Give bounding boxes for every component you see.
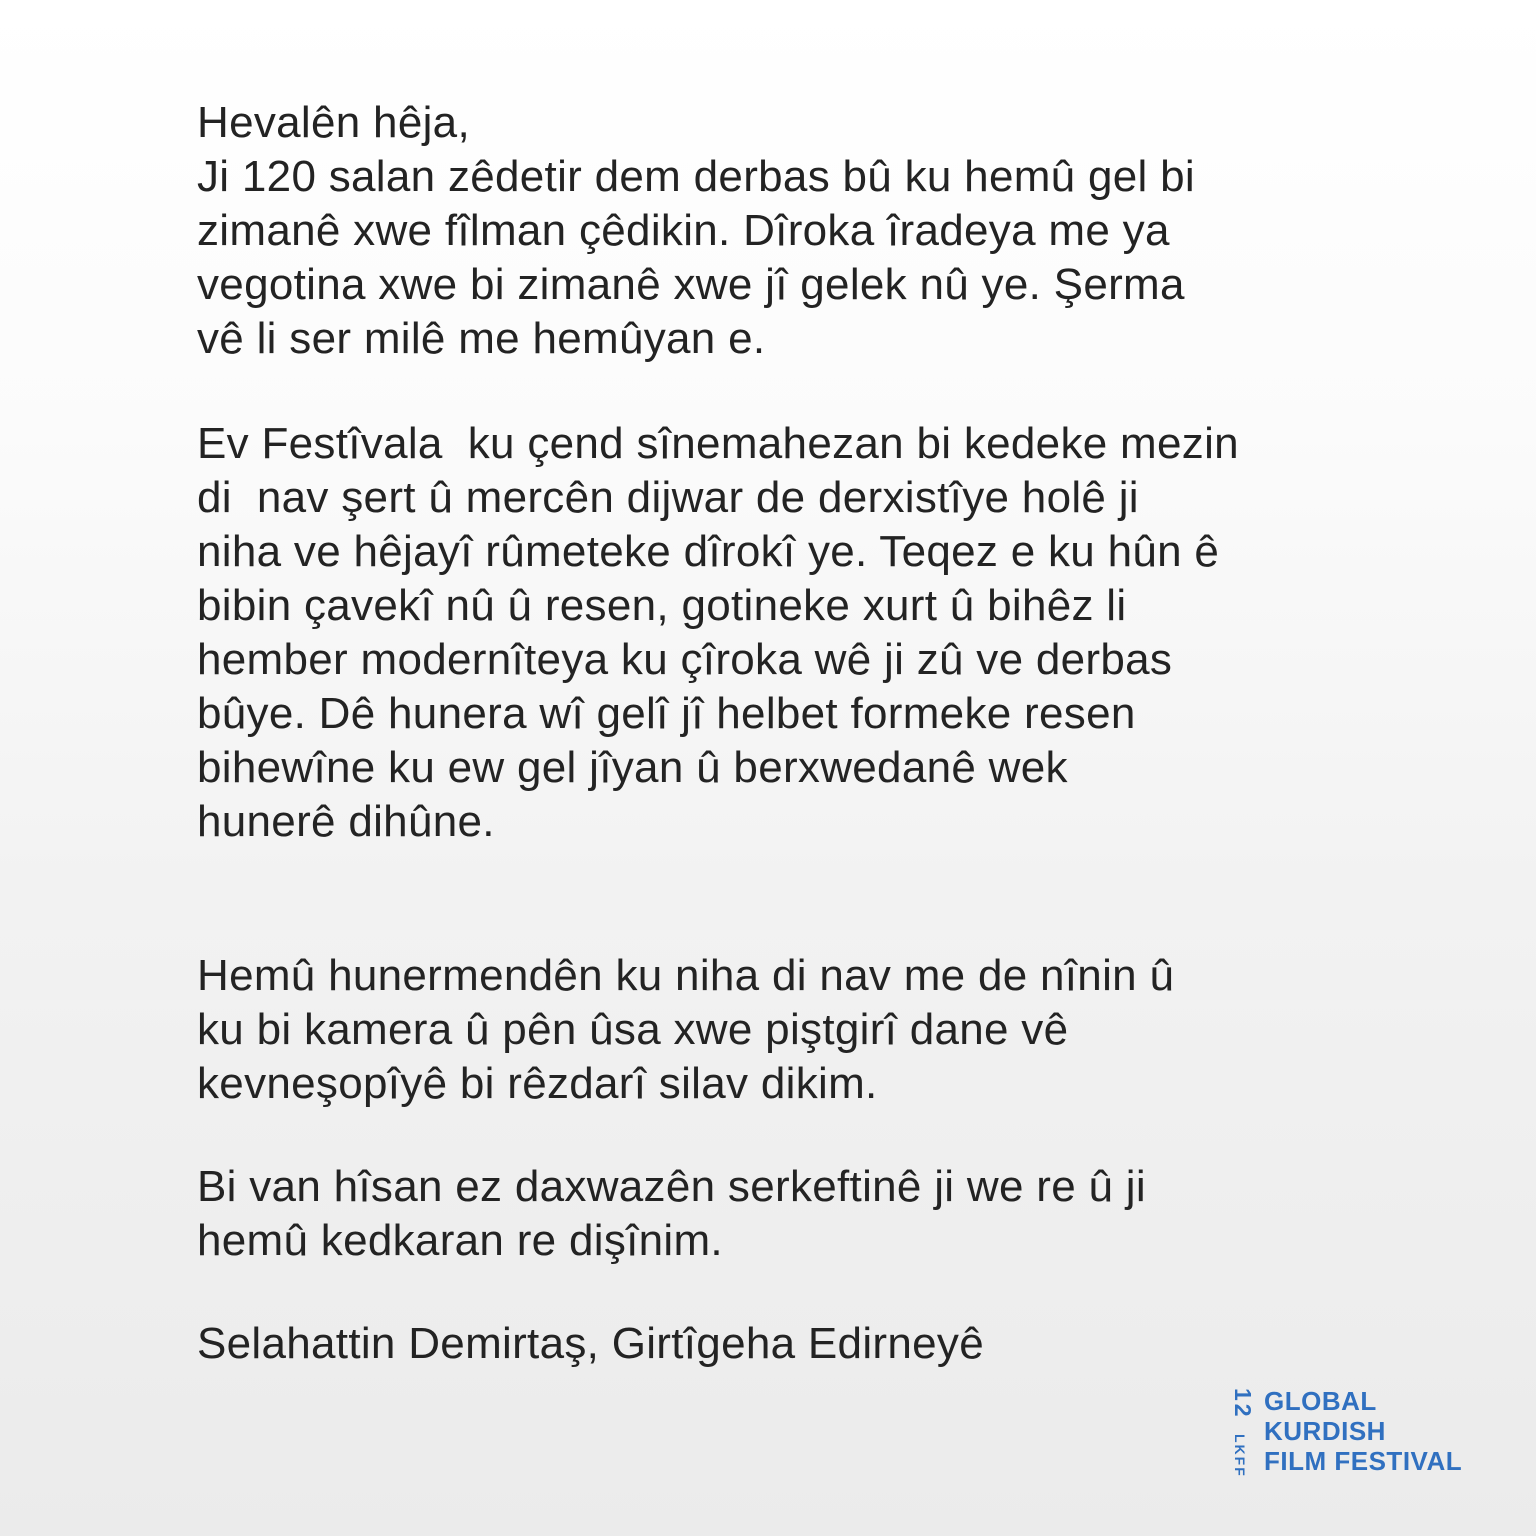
text-line: ku bi kamera û pên ûsa xwe piştgirî dane vê xyxy=(197,1005,1069,1054)
signature-text: Selahattin Demirtaş, Girtîgeha Edirneyê xyxy=(197,1319,984,1368)
text-line: Bi van hîsan ez daxwazên serkeftinê ji we re û ji xyxy=(197,1162,1146,1211)
text-line: kevneşopîyê bi rêzdarî silav dikim. xyxy=(197,1059,878,1108)
text-line: di nav şert û mercên dijwar de derxistîye holê ji xyxy=(197,473,1139,522)
logo-name-line-2: KURDISH xyxy=(1264,1416,1386,1446)
text-line: bûye. Dê hunera wî gelî jî helbet formeke resen xyxy=(197,689,1136,738)
paragraph-wishes xyxy=(197,1160,1437,1268)
logo-edition-vertical xyxy=(1231,1386,1254,1478)
logo-festival-name xyxy=(1264,1386,1462,1476)
logo-name-line-1: GLOBAL xyxy=(1264,1386,1377,1416)
text-line: hunerê dihûne. xyxy=(197,797,495,846)
text-line: bibin çavekî nû û resen, gotineke xurt û bihêz li xyxy=(197,581,1127,630)
text-line: vegotina xwe bi zimanê xwe jî gelek nû ye. Şerma xyxy=(197,260,1185,309)
festival-logo xyxy=(1231,1386,1462,1478)
text-line: niha ve hêjayî rûmeteke dîrokî ye. Teqez e ku hûn ê xyxy=(197,527,1220,576)
text-line: bihewîne ku ew gel jîyan û berxwedanê wek xyxy=(197,743,1068,792)
logo-edition-number: 12 xyxy=(1230,1388,1256,1420)
text-line: Hevalên hêja, xyxy=(197,98,470,147)
logo-acronym: LKFF xyxy=(1232,1434,1248,1478)
text-line: vê li ser milê me hemûyan e. xyxy=(197,314,766,363)
paragraph-artists-salute xyxy=(197,949,1437,1111)
logo-name-line-3: FILM FESTIVAL xyxy=(1264,1446,1463,1476)
text-line: zimanê xwe fîlman çêdikin. Dîroka îradeya me ya xyxy=(197,206,1170,255)
paragraph-greeting xyxy=(197,96,1437,366)
text-line: Ji 120 salan zêdetir dem derbas bû ku hemû gel bi xyxy=(197,152,1195,201)
paragraph-festival xyxy=(197,417,1437,849)
text-line: Hemû hunermendên ku niha di nav me de nînin û xyxy=(197,951,1175,1000)
signature-line xyxy=(197,1317,1437,1371)
text-line: Ev Festîvala ku çend sînemahezan bi kedeke mezin xyxy=(197,419,1239,468)
text-line: hember modernîteya ku çîroka wê ji zû ve derbas xyxy=(197,635,1173,684)
text-line: hemû kedkaran re dişînim. xyxy=(197,1216,723,1265)
